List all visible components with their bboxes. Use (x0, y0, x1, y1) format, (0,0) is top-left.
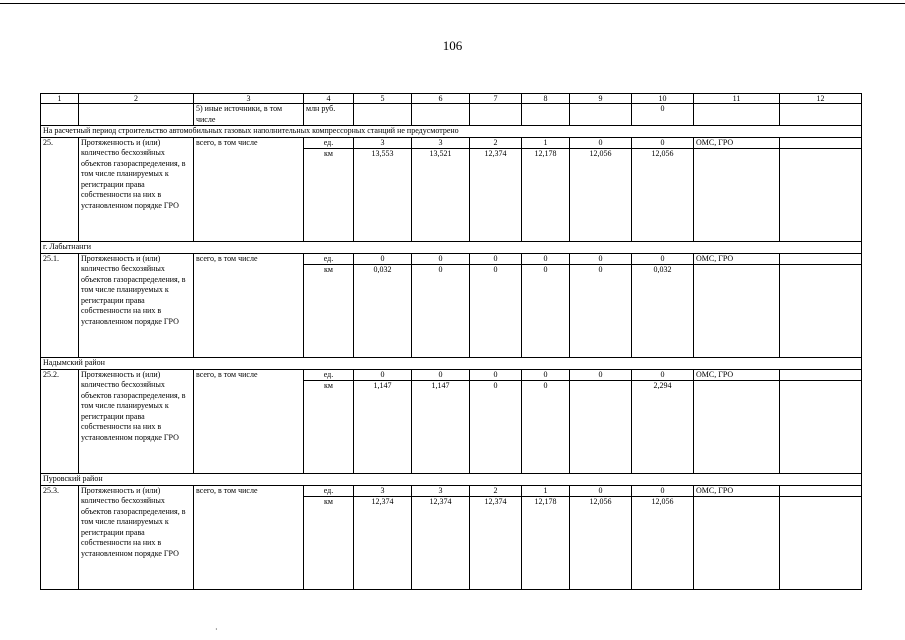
table-row (41, 369, 862, 381)
value-cell: км (304, 497, 354, 590)
column-header: 2 (79, 94, 194, 104)
value-cell: 2 (470, 137, 522, 149)
table-cell (79, 104, 194, 126)
value-cell: 0,032 (354, 265, 412, 358)
table-cell (354, 104, 412, 126)
column-header: 8 (522, 94, 570, 104)
row-number: 25.1. (41, 253, 79, 358)
table-cell (780, 369, 862, 381)
table-cell (412, 104, 470, 126)
scope-text: всего, в том числе (194, 485, 304, 590)
note-row (41, 126, 862, 138)
responsible-cell: ОМС, ГРО (694, 253, 780, 265)
value-cell: 0 (412, 265, 470, 358)
column-header: 12 (780, 94, 862, 104)
table-cell (780, 485, 862, 497)
table-cell (780, 137, 862, 149)
scope-text: всего, в том числе (194, 137, 304, 242)
value-cell: 0 (570, 253, 632, 265)
table-cell (780, 149, 862, 242)
section-title: Пуровский район (41, 474, 862, 486)
value-cell: 3 (412, 485, 470, 497)
value-cell: 1,147 (412, 381, 470, 474)
table-cell (41, 104, 79, 126)
value-cell: 0 (470, 369, 522, 381)
value-cell: км (304, 149, 354, 242)
table-row (41, 104, 862, 126)
value-cell: 13,521 (412, 149, 470, 242)
value-cell: 1,147 (354, 381, 412, 474)
value-cell: 0 (470, 381, 522, 474)
value-cell (570, 381, 632, 474)
table-cell (780, 497, 862, 590)
value-cell: 0 (570, 265, 632, 358)
value-cell: 0 (354, 369, 412, 381)
value-cell: 0 (470, 265, 522, 358)
responsible-cell: ОМС, ГРО (694, 137, 780, 149)
table-row (41, 137, 862, 149)
value-cell: 0 (522, 253, 570, 265)
column-header: 9 (570, 94, 632, 104)
table-cell (780, 104, 862, 126)
table-row (41, 485, 862, 497)
data-table (40, 93, 862, 590)
value-cell: ед. (304, 137, 354, 149)
table-cell: 0 (632, 104, 694, 126)
value-cell: 0 (570, 369, 632, 381)
value-cell: 0 (354, 253, 412, 265)
section-title: Надымский район (41, 358, 862, 370)
table-cell (780, 381, 862, 474)
table-cell (694, 104, 780, 126)
table-cell (522, 104, 570, 126)
column-header: 11 (694, 94, 780, 104)
indicator-text: Протяженность и (или) количество бесхозяйных объектов газораспределения, в том числе планируемых к регистрации права собственности на них в установленном порядке ГРО (79, 369, 194, 474)
scope-text: всего, в том числе (194, 369, 304, 474)
value-cell: 12,056 (632, 149, 694, 242)
value-cell: ед. (304, 253, 354, 265)
value-cell: 0 (412, 253, 470, 265)
footer-mark: · (215, 625, 218, 634)
value-cell: ед. (304, 485, 354, 497)
table-cell (694, 265, 780, 358)
value-cell: 0 (522, 369, 570, 381)
section-row (41, 358, 862, 370)
table-cell (694, 497, 780, 590)
page-number: 106 (442, 38, 463, 53)
row-number: 25.2. (41, 369, 79, 474)
column-header: 10 (632, 94, 694, 104)
value-cell: 12,056 (570, 497, 632, 590)
value-cell: км (304, 265, 354, 358)
header-row (41, 94, 862, 104)
value-cell: 0 (632, 137, 694, 149)
value-cell: 0 (632, 369, 694, 381)
value-cell: 12,374 (470, 149, 522, 242)
section-row (41, 474, 862, 486)
column-header: 6 (412, 94, 470, 104)
table-row (41, 253, 862, 265)
column-header: 5 (354, 94, 412, 104)
value-cell: 0 (570, 137, 632, 149)
table-cell: 5) иные источники, в том числе (194, 104, 304, 126)
column-header: 3 (194, 94, 304, 104)
value-cell: 0 (470, 253, 522, 265)
value-cell: 0,032 (632, 265, 694, 358)
column-header: 7 (470, 94, 522, 104)
table-cell (780, 253, 862, 265)
value-cell: 12,374 (470, 497, 522, 590)
value-cell: 12,056 (632, 497, 694, 590)
value-cell: 0 (522, 381, 570, 474)
value-cell: 3 (412, 137, 470, 149)
value-cell: 2 (470, 485, 522, 497)
value-cell: 0 (632, 253, 694, 265)
table-cell: млн руб. (304, 104, 354, 126)
value-cell: км (304, 381, 354, 474)
table-cell (570, 104, 632, 126)
section-title: г. Лабытнанги (41, 242, 862, 254)
top-rule (0, 3, 905, 4)
value-cell: 0 (632, 485, 694, 497)
value-cell: 12,178 (522, 497, 570, 590)
row-number: 25.3. (41, 485, 79, 590)
table-cell (694, 149, 780, 242)
table-cell (694, 381, 780, 474)
indicator-text: Протяженность и (или) количество бесхозяйных объектов газораспределения, в том числе планируемых к регистрации права собственности на них в установленном порядке ГРО (79, 485, 194, 590)
table-body (41, 94, 862, 590)
value-cell: 12,178 (522, 149, 570, 242)
value-cell: 0 (412, 369, 470, 381)
value-cell: 12,374 (354, 497, 412, 590)
column-header: 1 (41, 94, 79, 104)
indicator-text: Протяженность и (или) количество бесхозяйных объектов газораспределения, в том числе планируемых к регистрации права собственности на них в установленном порядке ГРО (79, 137, 194, 242)
scope-text: всего, в том числе (194, 253, 304, 358)
value-cell: 3 (354, 485, 412, 497)
value-cell: 12,374 (412, 497, 470, 590)
column-header: 4 (304, 94, 354, 104)
value-cell: 12,056 (570, 149, 632, 242)
section-row (41, 242, 862, 254)
responsible-cell: ОМС, ГРО (694, 485, 780, 497)
value-cell: ед. (304, 369, 354, 381)
value-cell: 2,294 (632, 381, 694, 474)
value-cell: 0 (522, 265, 570, 358)
responsible-cell: ОМС, ГРО (694, 369, 780, 381)
row-number: 25. (41, 137, 79, 242)
table-cell (470, 104, 522, 126)
value-cell: 3 (354, 137, 412, 149)
value-cell: 0 (570, 485, 632, 497)
note-text: На расчетный период строительство автомобильных газовых наполнительных компрессорных станций не предусмотрено (41, 126, 862, 138)
value-cell: 13,553 (354, 149, 412, 242)
table-cell (780, 265, 862, 358)
value-cell: 1 (522, 137, 570, 149)
indicator-text: Протяженность и (или) количество бесхозяйных объектов газораспределения, в том числе планируемых к регистрации права собственности на них в установленном порядке ГРО (79, 253, 194, 358)
value-cell: 1 (522, 485, 570, 497)
